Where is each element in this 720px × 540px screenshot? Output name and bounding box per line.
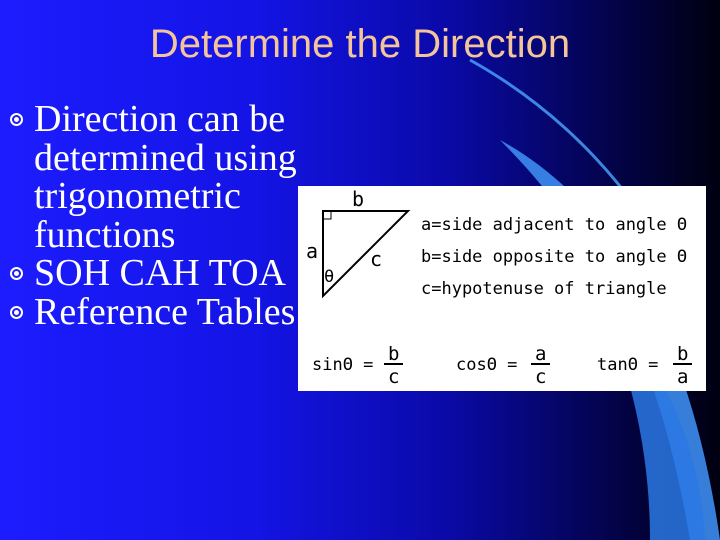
cos-numerator: a: [535, 343, 547, 365]
bullet-item: [8, 254, 298, 293]
right-angle-marker: [323, 211, 331, 219]
sin-denominator: c: [388, 366, 400, 388]
right-triangle: [323, 211, 408, 296]
bullet-text: Reference Tables: [34, 290, 296, 333]
definition-b: b=side opposite to angle Θ: [421, 247, 688, 267]
slide-title: Determine the Direction: [149, 22, 571, 66]
bullet-icon: [10, 306, 23, 319]
bullet-text: Direction can be determined using trigonometric functions: [34, 98, 297, 256]
bullet-text: SOH CAH TOA: [34, 252, 286, 294]
tan-numerator: b: [677, 343, 689, 365]
bullet-icon: [10, 267, 23, 280]
cos-lhs: cosΘ =: [456, 355, 518, 375]
tan-lhs: tanΘ =: [597, 355, 659, 375]
tan-denominator: a: [677, 366, 689, 388]
sin-lhs: sinΘ =: [312, 355, 374, 375]
bullet-icon: [10, 113, 23, 126]
label-c: c: [370, 247, 383, 271]
trig-figure-svg: [298, 186, 706, 391]
label-a: a: [306, 239, 319, 263]
trig-figure: [298, 186, 706, 391]
cos-denominator: c: [535, 366, 547, 388]
bullet-list: [8, 100, 298, 331]
bullet-item: [8, 290, 298, 333]
label-theta: θ: [324, 267, 335, 287]
bullet-item: [8, 100, 298, 254]
definition-a: a=side adjacent to angle Θ: [421, 215, 688, 235]
sin-numerator: b: [388, 343, 400, 365]
label-b: b: [352, 187, 365, 211]
definition-c: c=hypotenuse of triangle: [421, 279, 667, 299]
